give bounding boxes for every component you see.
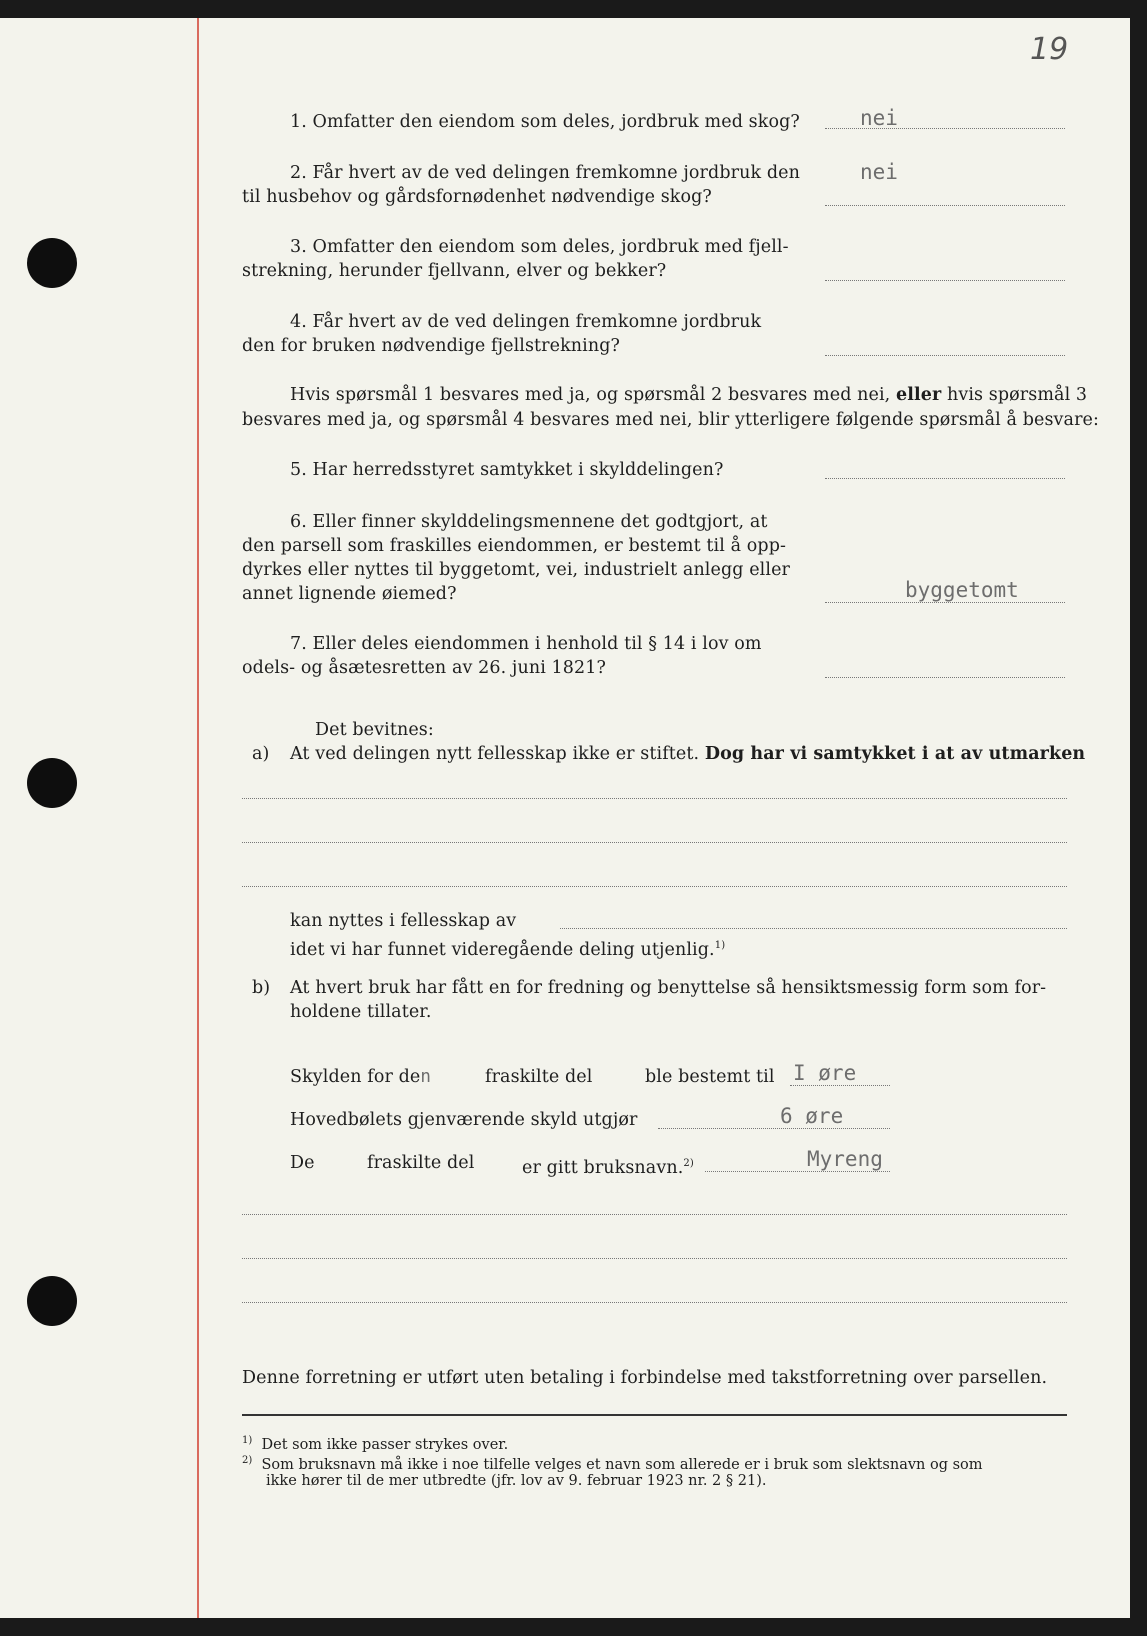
punch-hole-icon xyxy=(27,758,77,808)
skyld-row-1-a: Skylden for den xyxy=(290,1067,432,1087)
attest-b-line-1: At hvert bruk har fått en for fredning og benyttelse så hensiktsmessig form som for- xyxy=(290,978,1047,998)
skyld-row-3-answer: Myreng xyxy=(807,1147,883,1171)
attest-b-line-2: holdene tillater. xyxy=(290,1002,432,1022)
question-7-line-1: 7. Eller deles eiendommen i henhold til § 14 i lov om xyxy=(290,634,762,654)
question-4-line-1: 4. Får hvert av de ved delingen fremkomne jordbruk xyxy=(290,312,762,332)
fill-line xyxy=(242,842,1067,843)
document-page xyxy=(0,18,1130,1618)
answer-line xyxy=(658,1128,890,1129)
skyld-row-3-c: er gitt bruksnavn.$^{2)}$ xyxy=(522,1157,694,1178)
punch-hole-icon xyxy=(27,238,77,288)
conditional-text-line-2: besvares med ja, og spørsmål 4 besvares med nei, blir ytterligere følgende spørsmål å besvare: xyxy=(242,410,1099,430)
attest-heading: Det bevitnes: xyxy=(315,720,434,740)
footnote-divider xyxy=(242,1414,1067,1416)
fill-line xyxy=(242,1214,1067,1215)
question-3-line-2: strekning, herunder fjellvann, elver og bekker? xyxy=(242,261,667,281)
answer-6: byggetomt xyxy=(905,578,1019,602)
footnote-2-line-2: ikke hører til de mer utbredte (jfr. lov av 9. februar 1923 nr. 2 § 21). xyxy=(266,1473,767,1489)
fill-line xyxy=(242,1302,1067,1303)
fill-line xyxy=(560,928,1067,929)
red-margin-line xyxy=(197,18,199,1618)
footnote-1: $^{1)}$ Det som ikke passer strykes over. xyxy=(242,1435,509,1453)
attest-b-label: b) xyxy=(252,978,271,998)
answer-line xyxy=(825,280,1065,281)
answer-2: nei xyxy=(860,160,898,184)
attest-a-label: a) xyxy=(252,744,270,764)
footnote-2-line-1: $^{2)}$ Som bruksnavn må ikke i noe tilfelle velges et navn som allerede er i bruk som slektsnavn og som xyxy=(242,1455,983,1473)
punch-hole-icon xyxy=(27,1276,77,1326)
question-2-line-1: 2. Får hvert av de ved delingen fremkomne jordbruk den xyxy=(290,163,800,183)
closing-statement: Denne forretning er utført uten betaling i forbindelse med takstforretning over parsellen. xyxy=(242,1368,1048,1388)
attest-a-line-2: kan nyttes i fellesskap av xyxy=(290,911,517,931)
answer-line xyxy=(825,205,1065,206)
skyld-row-3-b: fraskilte del xyxy=(367,1153,475,1173)
skyld-row-2-answer: 6 øre xyxy=(780,1104,844,1128)
answer-line xyxy=(825,478,1065,479)
question-6-line-1: 6. Eller finner skylddelingsmennene det godtgjort, at xyxy=(290,512,768,532)
skyld-row-1-b: fraskilte del xyxy=(485,1067,593,1087)
answer-line xyxy=(825,602,1065,603)
page-number: 19 xyxy=(1030,32,1069,67)
answer-line xyxy=(790,1085,890,1086)
fill-line xyxy=(242,798,1067,799)
answer-1: nei xyxy=(860,106,898,130)
conditional-text-line-1: Hvis spørsmål 1 besvares med ja, og spørsmål 2 besvares med nei, eller hvis spørsmål 3 xyxy=(290,385,1088,405)
answer-line xyxy=(705,1171,890,1172)
answer-line xyxy=(825,355,1065,356)
question-6-line-4: annet lignende øiemed? xyxy=(242,584,457,604)
skyld-row-1-c: ble bestemt til xyxy=(645,1067,775,1087)
answer-line xyxy=(825,677,1065,678)
question-5: 5. Har herredsstyret samtykket i skylddelingen? xyxy=(290,460,724,480)
fill-line xyxy=(242,886,1067,887)
question-3-line-1: 3. Omfatter den eiendom som deles, jordbruk med fjell- xyxy=(290,237,789,257)
question-6-line-3: dyrkes eller nyttes til byggetomt, vei, industrielt anlegg eller xyxy=(242,560,791,580)
skyld-row-2: Hovedbølets gjenværende skyld utgjør xyxy=(290,1110,638,1130)
question-6-line-2: den parsell som fraskilles eiendommen, er bestemt til å opp- xyxy=(242,536,787,556)
question-7-line-2: odels- og åsætesretten av 26. juni 1821? xyxy=(242,658,606,678)
question-2-line-2: til husbehov og gårdsfornødenhet nødvendige skog? xyxy=(242,187,712,207)
question-4-line-2: den for bruken nødvendige fjellstrekning? xyxy=(242,336,621,356)
skyld-row-1-answer: I øre xyxy=(793,1061,857,1085)
question-1: 1. Omfatter den eiendom som deles, jordbruk med skog? xyxy=(290,112,800,132)
attest-a-line-1: At ved delingen nytt fellesskap ikke er stiftet. Dog har vi samtykket i at av utmarken xyxy=(290,744,1086,764)
skyld-row-3-a: De xyxy=(290,1153,315,1173)
attest-a-line-3: idet vi har funnet videregående deling utjenlig.$^{1)}$ xyxy=(290,939,726,960)
fill-line xyxy=(242,1258,1067,1259)
